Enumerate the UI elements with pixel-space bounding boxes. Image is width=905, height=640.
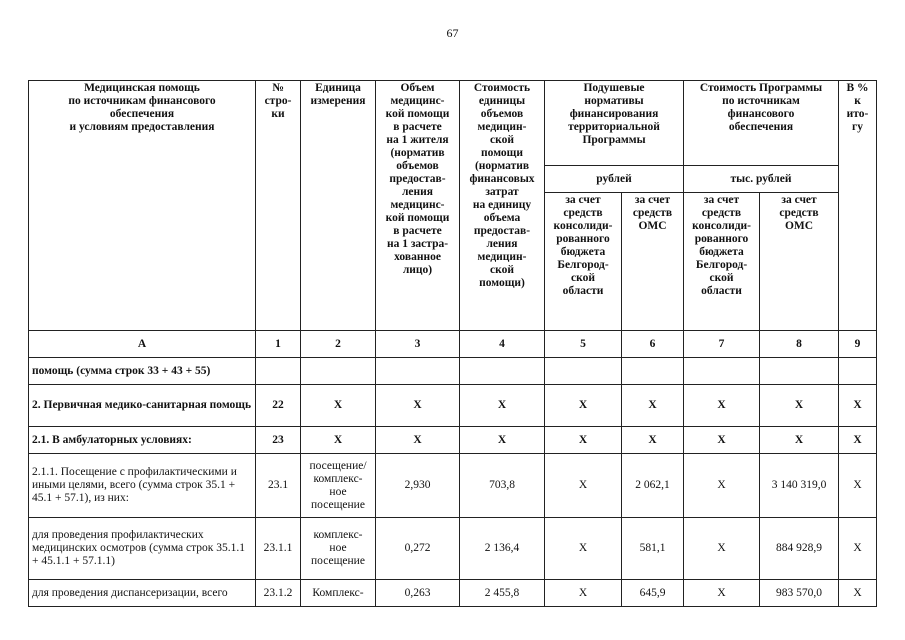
header-col-6: за счет средств ОМС	[622, 193, 684, 331]
row-cell: 0,272	[376, 518, 460, 580]
column-number: 3	[376, 331, 460, 358]
header-col-5: за счет средств консолиди- рованного бюджета Белгород- ской области	[545, 193, 622, 331]
page-number: 67	[446, 26, 459, 40]
row-cell: 22	[256, 385, 301, 427]
header-col-a: Медицинская помощь по источникам финансового обеспечения и условиям предоставления	[29, 81, 256, 331]
row-cell	[760, 358, 839, 385]
row-cell: Х	[684, 518, 760, 580]
row-cell: Х	[839, 454, 877, 518]
header-col-8: за счет средств ОМС	[760, 193, 839, 331]
header-col-4: Стоимость единицы объемов медицин- ской помощи (норматив финансовых затрат на единицу объема предостав- ления медицин- ской помощи)	[460, 81, 545, 331]
table-row	[29, 385, 877, 427]
row-cell: Х	[545, 385, 622, 427]
row-cell: 703,8	[460, 454, 545, 518]
row-cell: Х	[839, 385, 877, 427]
table-body	[29, 358, 877, 607]
column-number: 6	[622, 331, 684, 358]
row-cell: Х	[545, 427, 622, 454]
row-cell: 884 928,9	[760, 518, 839, 580]
row-cell: Х	[545, 454, 622, 518]
row-cell	[301, 358, 376, 385]
column-numbering-row	[29, 331, 877, 358]
header-col-9: В % к ито- гу	[839, 81, 877, 331]
row-label: 2. Первичная медико-санитарная помощь	[29, 385, 256, 427]
row-cell: Х	[760, 385, 839, 427]
header-col-7: за счет средств консолиди- рованного бюджета Белгород- ской области	[684, 193, 760, 331]
row-cell: 2 136,4	[460, 518, 545, 580]
row-cell	[256, 358, 301, 385]
row-cell: 645,9	[622, 580, 684, 607]
column-number: А	[29, 331, 256, 358]
row-cell: Х	[460, 427, 545, 454]
row-label: помощь (сумма строк 33 + 43 + 55)	[29, 358, 256, 385]
row-label: 2.1. В амбулаторных условиях:	[29, 427, 256, 454]
row-cell: 3 140 319,0	[760, 454, 839, 518]
row-cell: 2 062,1	[622, 454, 684, 518]
table-row	[29, 580, 877, 607]
row-cell: Х	[839, 518, 877, 580]
row-cell	[545, 358, 622, 385]
row-cell: Х	[760, 427, 839, 454]
row-label: для проведения профилактических медицинских осмотров (сумма строк 35.1.1 + 45.1.1 + 57.1.1)	[29, 518, 256, 580]
row-cell: Х	[545, 518, 622, 580]
column-number: 8	[760, 331, 839, 358]
row-cell: 983 570,0	[760, 580, 839, 607]
financing-table	[28, 80, 877, 607]
row-cell: Х	[839, 580, 877, 607]
column-number: 9	[839, 331, 877, 358]
row-cell: Х	[684, 580, 760, 607]
header-col-1: № стро- ки	[256, 81, 301, 331]
row-cell: Х	[622, 427, 684, 454]
row-cell: 581,1	[622, 518, 684, 580]
row-cell: Х	[545, 580, 622, 607]
row-cell: Х	[376, 427, 460, 454]
row-cell: Х	[839, 427, 877, 454]
row-cell: 2 455,8	[460, 580, 545, 607]
header-unit-rubles: рублей	[545, 166, 684, 193]
row-cell	[684, 358, 760, 385]
row-cell: Х	[684, 385, 760, 427]
header-col-3: Объем медицинс- кой помощи в расчете на 1 жителя (норматив объемов предостав- ления медицинс- кой помощи в расчете на 1 застра- хованное лицо)	[376, 81, 460, 331]
row-label: 2.1.1. Посещение с профилактическими и иными целями, всего (сумма строк 35.1 + 45.1 + 57.1), из них:	[29, 454, 256, 518]
row-cell: 23.1.1	[256, 518, 301, 580]
row-cell	[376, 358, 460, 385]
row-cell	[839, 358, 877, 385]
row-cell: комплекс- ное посещение	[301, 518, 376, 580]
row-cell: Комплекс-	[301, 580, 376, 607]
row-label: для проведения диспансеризации, всего	[29, 580, 256, 607]
column-number: 1	[256, 331, 301, 358]
column-number: 7	[684, 331, 760, 358]
row-cell	[460, 358, 545, 385]
row-cell: 23	[256, 427, 301, 454]
row-cell: Х	[301, 427, 376, 454]
row-cell: 23.1	[256, 454, 301, 518]
row-cell: Х	[460, 385, 545, 427]
table-row	[29, 358, 877, 385]
table-row	[29, 427, 877, 454]
row-cell: Х	[376, 385, 460, 427]
row-cell: посещение/ комплекс- ное посещение	[301, 454, 376, 518]
row-cell: 23.1.2	[256, 580, 301, 607]
table-row	[29, 518, 877, 580]
header-group-5-6: Подушевые нормативы финансирования территориальной Программы	[545, 81, 684, 166]
header-group-7-8: Стоимость Программы по источникам финансового обеспечения	[684, 81, 839, 166]
row-cell: Х	[684, 427, 760, 454]
column-number: 2	[301, 331, 376, 358]
row-cell	[622, 358, 684, 385]
row-cell: Х	[301, 385, 376, 427]
table-row	[29, 454, 877, 518]
row-cell: Х	[622, 385, 684, 427]
row-cell: 0,263	[376, 580, 460, 607]
column-number: 5	[545, 331, 622, 358]
header-col-2: Единица измерения	[301, 81, 376, 331]
row-cell: Х	[684, 454, 760, 518]
header-unit-thousand-rubles: тыс. рублей	[684, 166, 839, 193]
row-cell: 2,930	[376, 454, 460, 518]
column-number: 4	[460, 331, 545, 358]
